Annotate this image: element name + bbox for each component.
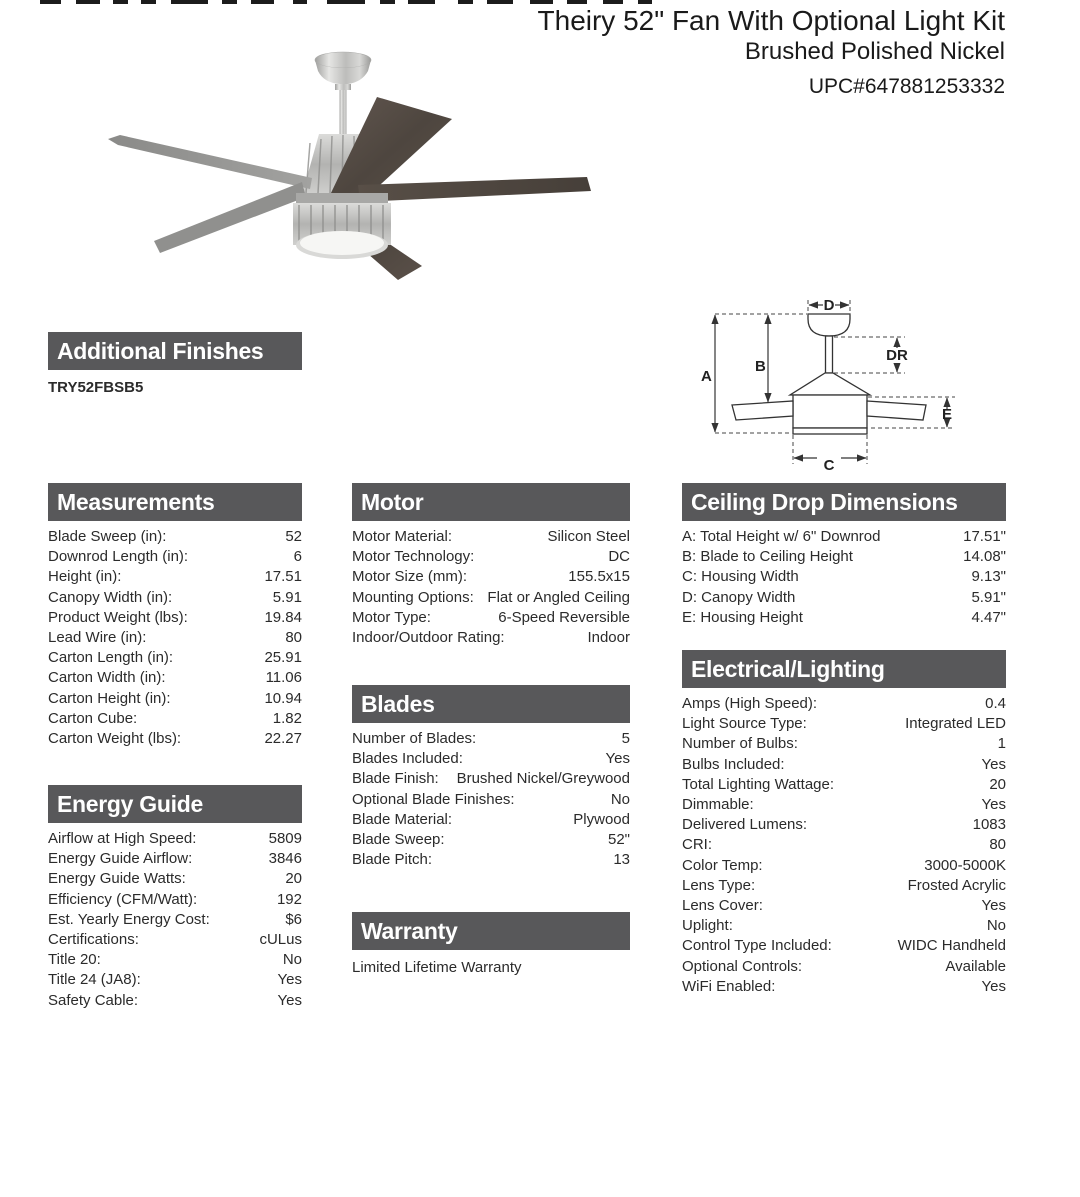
fan-canopy <box>315 52 371 90</box>
dimension-diagram <box>695 288 980 478</box>
spec-label: Energy Guide Airflow: <box>48 850 193 868</box>
spec-label: Est. Yearly Energy Cost: <box>48 910 210 928</box>
spec-label: Product Weight (lbs): <box>48 608 188 626</box>
spec-label: Optional Blade Finishes: <box>352 790 515 808</box>
spec-value: Yes <box>981 755 1006 773</box>
spec-row <box>682 734 1006 754</box>
energy-guide-rows <box>48 829 302 1011</box>
spec-label: Safety Cable: <box>48 991 139 1009</box>
spec-row <box>682 527 1006 547</box>
spec-row <box>682 795 1006 815</box>
measurements-section <box>48 483 302 749</box>
diagram-label-e: E <box>941 406 953 423</box>
diagram-label-c: C <box>823 457 835 474</box>
spec-row <box>682 714 1006 734</box>
spec-value: Available <box>945 957 1006 975</box>
ceiling-drop-header: Ceiling Drop Dimensions <box>682 483 1006 521</box>
spec-value: 192 <box>276 890 302 908</box>
spec-value: DC <box>608 548 630 566</box>
spec-label: Number of Bulbs: <box>682 735 798 753</box>
spec-row <box>48 567 302 587</box>
product-upc: UPC#647881253332 <box>808 75 1005 98</box>
spec-value: 17.51 <box>264 568 302 586</box>
spec-value: Plywood <box>573 810 630 828</box>
motor-header: Motor <box>352 483 630 521</box>
spec-value: 80 <box>285 629 302 647</box>
spec-value: 5.91 <box>272 588 302 606</box>
spec-row <box>48 829 302 849</box>
spec-row <box>48 991 302 1011</box>
spec-label: Carton Width (in): <box>48 669 166 687</box>
spec-row <box>682 815 1006 835</box>
spec-value: 20 <box>285 870 302 888</box>
spec-label: Blades Included: <box>352 750 463 768</box>
spec-label: Lens Cover: <box>682 897 763 915</box>
spec-row <box>352 749 630 769</box>
fan-photo <box>90 35 750 305</box>
spec-label: Carton Length (in): <box>48 649 174 667</box>
spec-value: 22.27 <box>264 730 302 748</box>
spec-row <box>48 588 302 608</box>
spec-label: A: Total Height w/ 6" Downrod <box>682 528 881 545</box>
spec-row <box>352 547 630 567</box>
spec-row <box>352 850 630 870</box>
fan-blade <box>358 177 591 202</box>
fan-blade <box>154 182 306 253</box>
diagram-housing <box>793 395 867 428</box>
spec-row <box>682 977 1006 997</box>
spec-value: 11.06 <box>265 669 302 687</box>
spec-value: $6 <box>285 910 302 928</box>
spec-label: Height (in): <box>48 568 122 586</box>
spec-row <box>352 790 630 810</box>
spec-row <box>48 910 302 930</box>
spec-label: Color Temp: <box>682 856 763 874</box>
spec-row <box>48 547 302 567</box>
motor-rows <box>352 527 630 648</box>
spec-row <box>682 755 1006 775</box>
blades-header: Blades <box>352 685 630 723</box>
spec-value: Silicon Steel <box>547 528 630 545</box>
spec-label: Certifications: <box>48 931 139 949</box>
spec-row <box>48 930 302 950</box>
energy-guide-header: Energy Guide <box>48 785 302 823</box>
blades-rows <box>352 729 630 870</box>
spec-value: 14.08" <box>963 548 1006 566</box>
spec-row <box>48 729 302 749</box>
spec-row <box>682 608 1006 628</box>
spec-label: Blade Material: <box>352 810 453 828</box>
spec-value: 17.51" <box>963 528 1006 545</box>
spec-value: 20 <box>989 775 1006 793</box>
spec-row <box>48 950 302 970</box>
spec-label: Lens Type: <box>682 876 756 894</box>
spec-label: CRI: <box>682 836 712 854</box>
spec-row <box>682 916 1006 936</box>
additional-finishes-header: Additional Finishes <box>48 332 302 370</box>
spec-value: 1083 <box>972 816 1006 834</box>
spec-row <box>48 668 302 688</box>
spec-value: 52" <box>607 831 630 849</box>
fan-downrod <box>340 90 347 134</box>
spec-row <box>682 835 1006 855</box>
product-title: Theiry 52" Fan With Optional Light Kit <box>537 5 1005 36</box>
spec-label: C: Housing Width <box>682 568 799 586</box>
spec-value: 4.47" <box>971 608 1006 626</box>
spec-value: 13 <box>613 851 630 869</box>
spec-row <box>352 567 630 587</box>
spec-label: D: Canopy Width <box>682 588 796 606</box>
diagram-label-a: A <box>701 368 712 385</box>
spec-value: Yes <box>605 750 630 768</box>
energy-guide-section <box>48 785 302 1011</box>
spec-value: Brushed Nickel/Greywood <box>456 770 630 788</box>
spec-row <box>48 689 302 709</box>
spec-label: Motor Type: <box>352 608 431 626</box>
spec-value: 3846 <box>268 850 302 868</box>
spec-label: Bulbs Included: <box>682 755 785 773</box>
spec-label: Blade Sweep (in): <box>48 528 167 545</box>
spec-value: 9.13" <box>971 568 1006 586</box>
spec-value: 1.82 <box>272 709 302 727</box>
spec-value: 5.91" <box>971 588 1006 606</box>
electrical-lighting-section <box>682 650 1006 997</box>
measurements-rows <box>48 527 302 749</box>
spec-row <box>352 608 630 628</box>
fan-blade <box>108 135 312 189</box>
spec-value: Yes <box>981 977 1006 995</box>
spec-label: Control Type Included: <box>682 937 832 955</box>
electrical-lighting-header: Electrical/Lighting <box>682 650 1006 688</box>
spec-row <box>352 769 630 789</box>
blades-section <box>352 685 630 870</box>
spec-row <box>682 694 1006 714</box>
diagram-label-b: B <box>755 358 766 375</box>
spec-label: Motor Technology: <box>352 548 475 566</box>
spec-value: No <box>610 790 630 808</box>
spec-row <box>352 628 630 648</box>
spec-row <box>682 957 1006 977</box>
spec-value: 5 <box>621 730 630 747</box>
spec-label: B: Blade to Ceiling Height <box>682 548 853 566</box>
fan-light-lens <box>300 231 384 255</box>
spec-value: Yes <box>981 897 1006 915</box>
spec-value: Frosted Acrylic <box>907 876 1006 894</box>
spec-label: Motor Size (mm): <box>352 568 468 586</box>
spec-row <box>682 547 1006 567</box>
spec-label: WiFi Enabled: <box>682 977 776 995</box>
spec-row <box>682 936 1006 956</box>
spec-label: Efficiency (CFM/Watt): <box>48 890 198 908</box>
spec-label: Indoor/Outdoor Rating: <box>352 629 505 647</box>
spec-label: Carton Cube: <box>48 709 138 727</box>
spec-label: Total Lighting Wattage: <box>682 775 835 793</box>
spec-value: 5809 <box>268 830 302 847</box>
spec-label: Light Source Type: <box>682 715 807 733</box>
spec-row <box>48 869 302 889</box>
spec-label: Title 20: <box>48 951 101 969</box>
spec-row <box>352 810 630 830</box>
spec-value: No <box>282 951 302 969</box>
spec-row <box>682 856 1006 876</box>
spec-value: 6-Speed Reversible <box>498 608 630 626</box>
spec-label: Energy Guide Watts: <box>48 870 186 888</box>
spec-value: Flat or Angled Ceiling <box>487 588 630 606</box>
spec-value: Yes <box>981 796 1006 814</box>
spec-label: Blade Sweep: <box>352 831 445 849</box>
spec-row <box>48 849 302 869</box>
spec-value: 3000-5000K <box>924 856 1006 874</box>
spec-row <box>48 648 302 668</box>
spec-row <box>352 527 630 547</box>
spec-row <box>48 890 302 910</box>
spec-value: Indoor <box>587 629 630 647</box>
diagram-bell <box>790 373 870 395</box>
spec-row <box>48 608 302 628</box>
spec-value: 19.84 <box>264 608 302 626</box>
spec-label: Canopy Width (in): <box>48 588 173 606</box>
measurements-header: Measurements <box>48 483 302 521</box>
diagram-housing-band <box>793 428 867 434</box>
additional-finish-sku: TRY52FBSB5 <box>48 379 144 396</box>
spec-value: Integrated LED <box>905 715 1006 733</box>
electrical-lighting-rows <box>682 694 1006 997</box>
spec-value: 25.91 <box>264 649 302 667</box>
spec-label: Number of Blades: <box>352 730 477 747</box>
spec-row <box>48 527 302 547</box>
spec-label: E: Housing Height <box>682 608 803 626</box>
spec-label: Blade Pitch: <box>352 851 433 869</box>
spec-label: Downrod Length (in): <box>48 548 189 566</box>
spec-label: Airflow at High Speed: <box>48 830 197 847</box>
spec-value: 6 <box>293 548 302 566</box>
warranty-text: Limited Lifetime Warranty <box>352 959 522 976</box>
spec-value: 1 <box>997 735 1006 753</box>
spec-row <box>48 970 302 990</box>
motor-section <box>352 483 630 648</box>
spec-value: WIDC Handheld <box>897 937 1006 955</box>
spec-value: 10.94 <box>264 689 302 707</box>
spec-label: Lead Wire (in): <box>48 629 147 647</box>
additional-finishes-section <box>48 332 302 397</box>
spec-label: Delivered Lumens: <box>682 816 808 834</box>
spec-row <box>352 830 630 850</box>
spec-value: Yes <box>277 991 302 1009</box>
spec-value: No <box>986 917 1006 935</box>
spec-value: 80 <box>989 836 1006 854</box>
warranty-section <box>352 912 630 977</box>
spec-label: Optional Controls: <box>682 957 803 975</box>
spec-label: Dimmable: <box>682 796 754 814</box>
diagram-downrod <box>826 336 833 373</box>
ceiling-drop-rows <box>682 527 1006 628</box>
fan-motor-drum <box>293 193 391 259</box>
spec-row <box>48 628 302 648</box>
spec-row <box>682 876 1006 896</box>
spec-value: 52 <box>285 528 302 545</box>
spec-row <box>352 588 630 608</box>
spec-row <box>682 896 1006 916</box>
spec-label: Amps (High Speed): <box>682 695 818 712</box>
ceiling-drop-section <box>682 483 1006 628</box>
diagram-blade-left <box>732 401 793 420</box>
spec-row <box>682 588 1006 608</box>
diagram-label-d: D <box>823 297 835 314</box>
spec-label: Mounting Options: <box>352 588 474 606</box>
spec-label: Motor Material: <box>352 528 453 545</box>
spec-label: Carton Height (in): <box>48 689 171 707</box>
spec-value: 0.4 <box>985 695 1006 712</box>
diagram-label-dr: DR <box>886 347 908 364</box>
spec-label: Blade Finish: <box>352 770 439 788</box>
spec-value: cULus <box>259 931 302 949</box>
diagram-canopy <box>808 314 850 336</box>
spec-row <box>352 729 630 749</box>
spec-row <box>682 775 1006 795</box>
spec-label: Title 24 (JA8): <box>48 971 141 989</box>
warranty-header: Warranty <box>352 912 630 950</box>
spec-row <box>682 567 1006 587</box>
spec-label: Carton Weight (lbs): <box>48 730 182 748</box>
spec-label: Uplight: <box>682 917 733 935</box>
spec-row <box>48 709 302 729</box>
product-finish: Brushed Polished Nickel <box>744 38 1005 65</box>
spec-value: 155.5x15 <box>568 568 630 586</box>
spec-value: Yes <box>277 971 302 989</box>
diagram-blade-right <box>867 401 926 420</box>
